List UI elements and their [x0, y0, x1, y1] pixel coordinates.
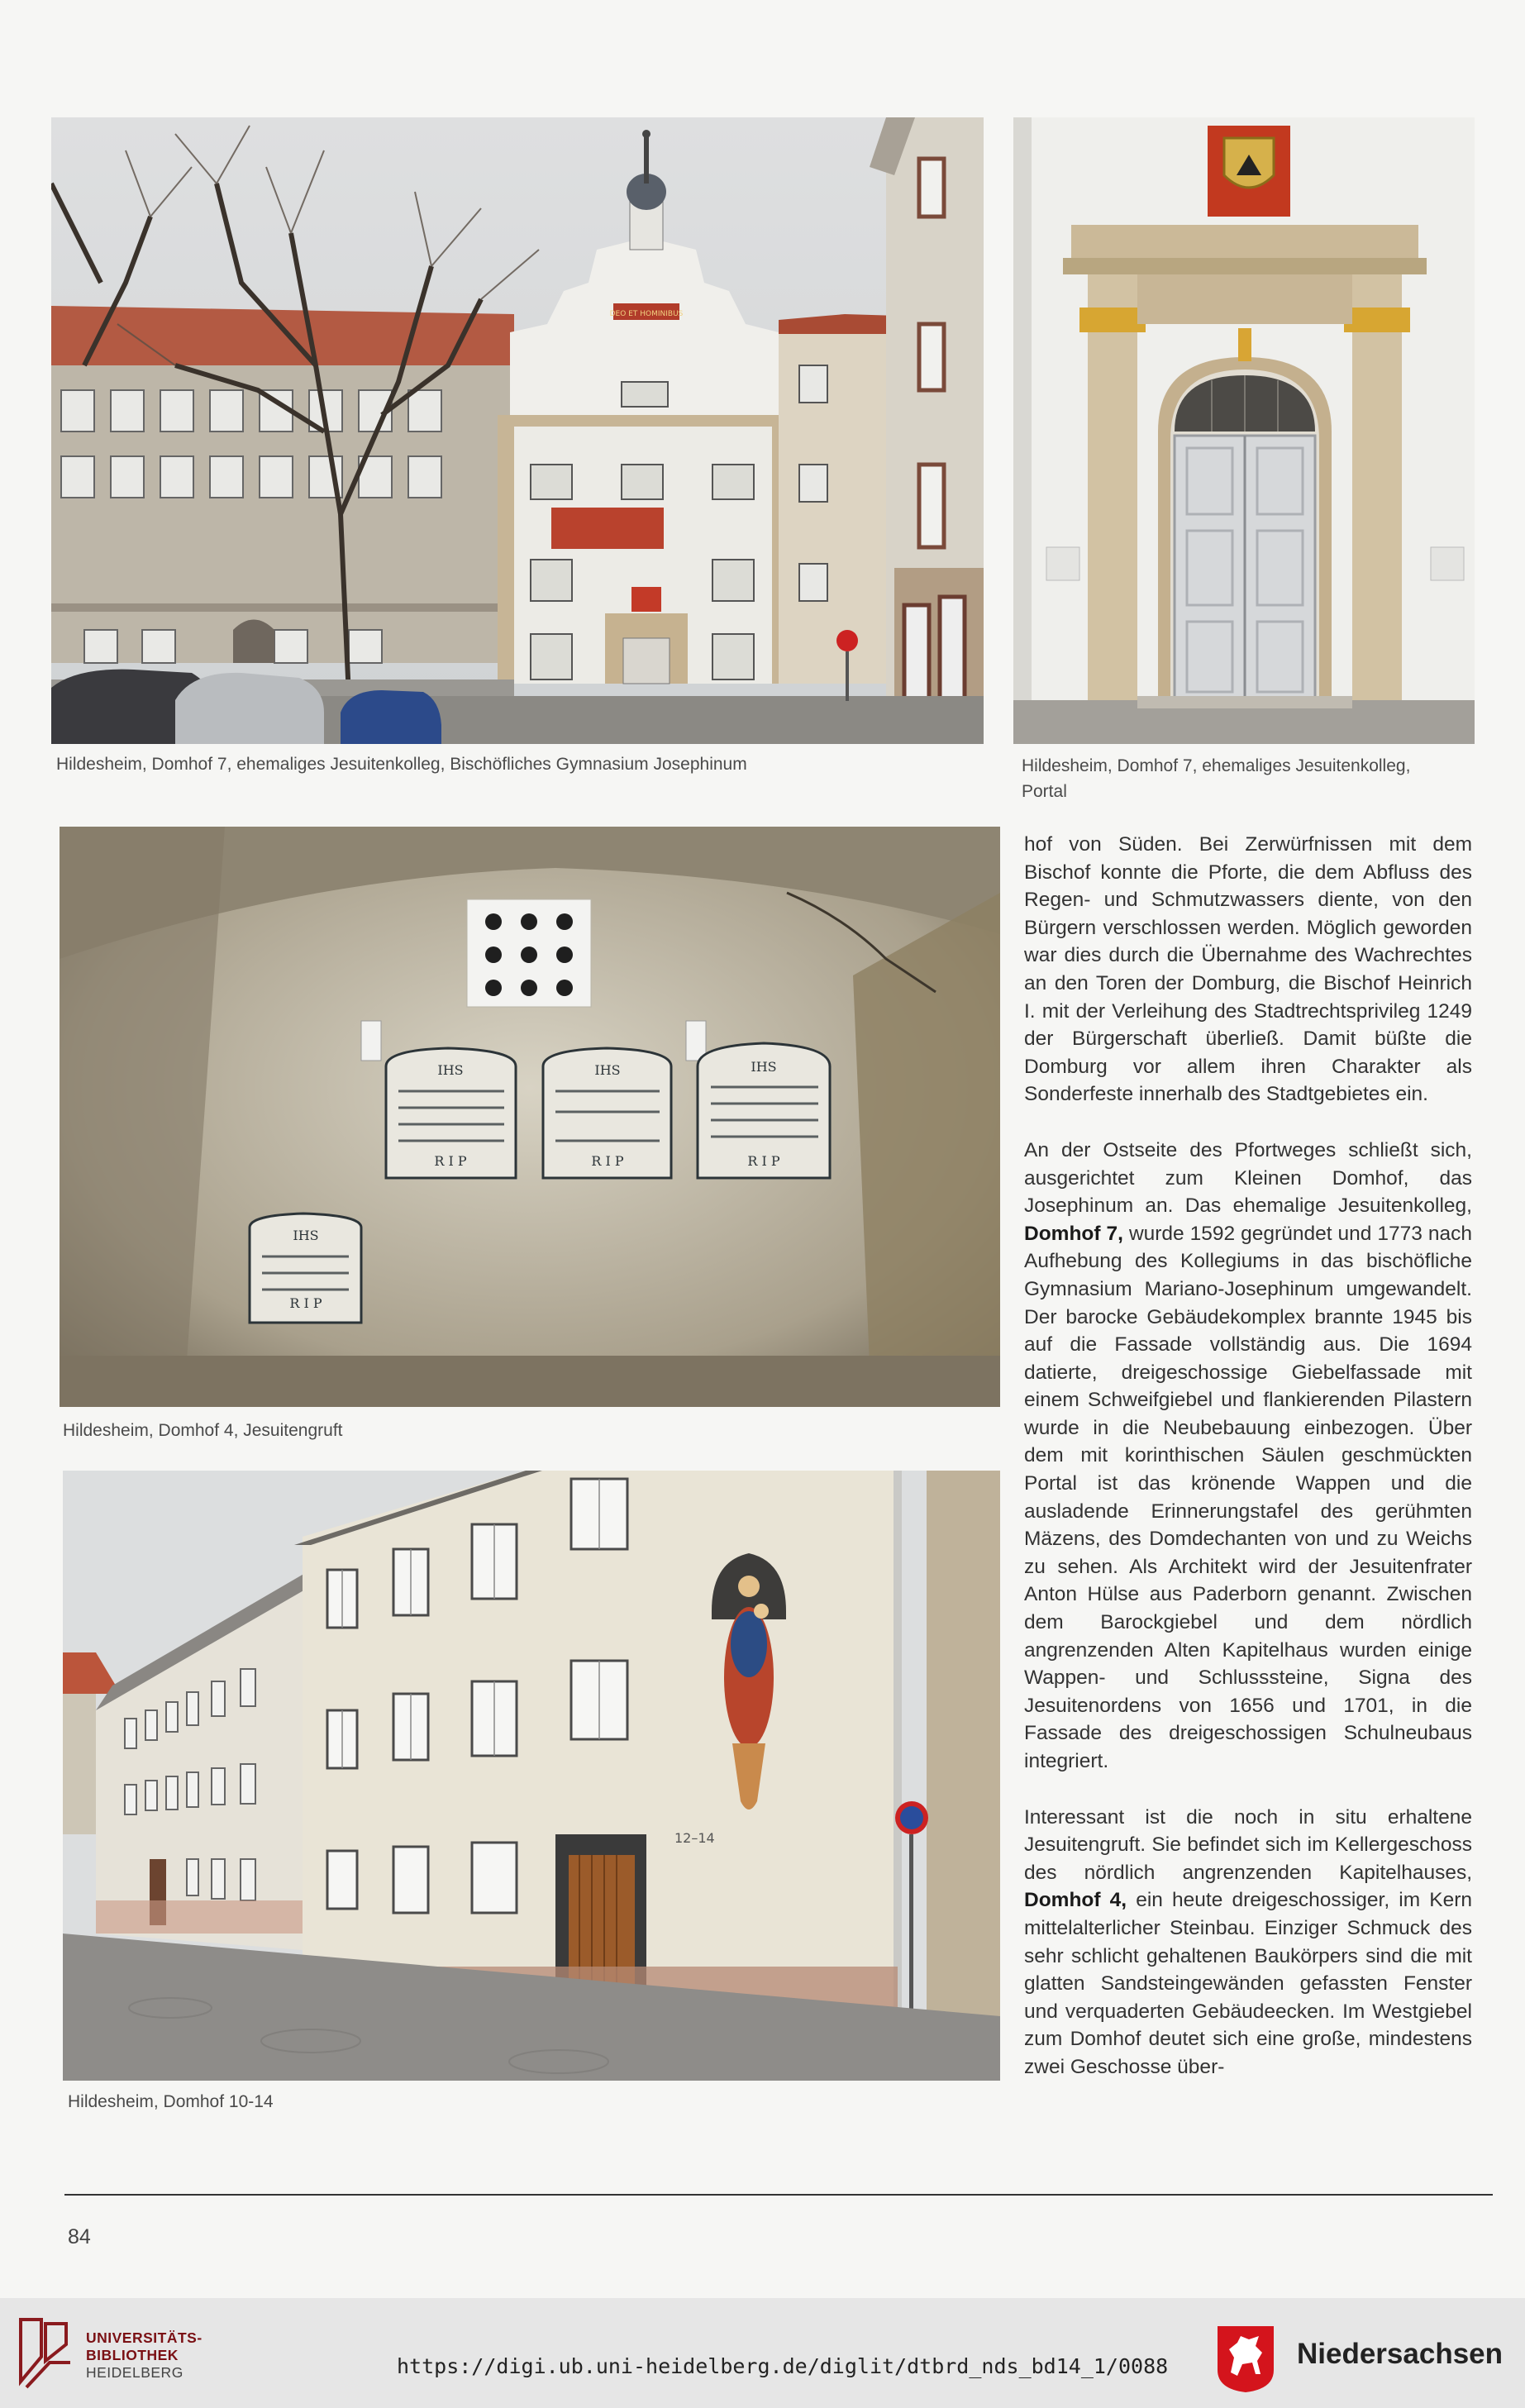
photo-josephinum-facade — [51, 117, 984, 744]
paragraph-jesuitengruft-rest: ein heute dreigeschossiger, im Kern mittelalterlicher Steinbau. Einziger Schmuck des sehr schlicht gehaltenen Baukörpers sind die mit glatten Sandsteingewänden gefassten Fenster und verquaderten Gebäudeecken. Im Westgiebel zum Domhof deutet sich eine große, mindestens zwei Geschosse über- — [1024, 1889, 1472, 2078]
paragraph-jesuitengruft-intro: Interessant ist die noch in situ erhaltene Jesuitengruft. Sie befindet sich im Kellergeschoss des nördlich angrenzenden Kapitelhauses, — [1024, 1805, 1472, 1884]
body-text-column — [1024, 831, 1472, 2109]
digitization-footer — [0, 2298, 1525, 2408]
plaque-4-rip: R I P — [289, 1295, 322, 1311]
library-name-line2: BIBLIOTHEK — [86, 2347, 179, 2363]
paragraph-josephinum-intro: An der Ostseite des Pfortweges schließt sich, ausgerichtet zum Kleinen Domhof, das Josephinum an. Das ehemalige Jesuitenkolleg, — [1024, 1138, 1472, 1218]
paragraph-josephinum-rest: wurde 1592 gegründet und 1773 nach Aufhebung des Kollegiums in das bischöfliche Gymnasium Mariano-Josephinum umgewandelt. Der barocke Gebäudekomplex brannte 1945 bis auf die Fassade vollständig aus. Die 1694 datierte, dreigeschossige Giebelfassade mit einem Schweifgiebel und flankierenden Pilastern wurde in die Neubebauung einbezogen. Über dem mit korinthischen Säulen geschmückten Portal ist das krönende Wappen und die ausladende Erinnerungstafel des gerühmten Mäzens, des Domdechanten von und zu Weichs zu sehen. Als Architekt wird der Jesuitenfrater Anton Hülse aus Paderborn genannt. Zwischen dem Barockgiebel und dem nördlich angrenzenden Alten Kapitelhaus wurden einige Wappen- und Schlusssteine, Signa des Jesuitenordens von 1656 und 1701, in die Fassade des dreigeschossigen Schulneubaus integriert. — [1024, 1222, 1472, 1772]
plaque-4-ihs: IHS — [293, 1228, 319, 1243]
plaque-1-rip: R I P — [434, 1153, 467, 1169]
niedersachsen-horse-icon — [1216, 2325, 1275, 2394]
ub-heidelberg-logo-icon[interactable] — [17, 2311, 74, 2394]
paragraph-josephinum — [1024, 1137, 1472, 1776]
address-domhof-4: Domhof 4, — [1024, 1889, 1127, 1912]
state-name: Niedersachsen — [1297, 2338, 1504, 2370]
page-number: 84 — [68, 2225, 91, 2248]
footer-rule — [64, 2194, 1493, 2196]
caption-portal-line1: Hildesheim, Domhof 7, ehemaliges Jesuitenkolleg, — [1022, 756, 1411, 775]
pediment-band-text: DEO ET HOMINIBUS — [609, 310, 684, 318]
plaque-3-rip: R I P — [747, 1153, 780, 1169]
plaque-2-ihs: IHS — [594, 1062, 621, 1078]
photo-portal — [1013, 117, 1475, 744]
caption-portal-line2: Portal — [1022, 782, 1067, 801]
digital-copy-url[interactable]: https://digi.ub.uni-heidelberg.de/diglit/dtbrd_nds_bd14_1/0088 — [397, 2354, 1169, 2378]
library-name-line1: UNIVERSITÄTS- — [86, 2329, 203, 2346]
photo-domhof-10-14 — [63, 1471, 1000, 2081]
caption-photo-portal — [1022, 753, 1484, 804]
paragraph-pfortweg: hof von Süden. Bei Zerwürfnissen mit dem Bischof konnte die Pforte, die dem Abfluss des Regen- und Schmutzwassers diente, von den Bürgern verschlossen werden. Möglich geworden war dies durch die Übernahme des Wachrechtes an den Toren der Domburg, die Bischof Heinrich I. mit der Verleihung des Stadtrechtsprivileg 1249 der Bürgerschaft überließ. Damit büßte die Domburg vor allem ihren Charakter als Sonderfeste innerhalb des Stadtgebietes ein. — [1024, 833, 1472, 1106]
plaque-2-rip: R I P — [591, 1153, 624, 1169]
caption-photo-domhof-10-14: Hildesheim, Domhof 10-14 — [68, 2092, 274, 2111]
plaque-3-ihs: IHS — [751, 1059, 777, 1075]
caption-photo-jesuitengruft: Hildesheim, Domhof 4, Jesuitengruft — [63, 1421, 343, 1440]
paragraph-jesuitengruft — [1024, 1804, 1472, 2081]
photo-jesuitengruft — [60, 827, 1000, 1407]
address-domhof-7: Domhof 7, — [1024, 1222, 1123, 1245]
library-name-line3: HEIDELBERG — [86, 2364, 183, 2381]
caption-photo-josephinum: Hildesheim, Domhof 7, ehemaliges Jesuitenkolleg, Bischöfliches Gymnasium Josephinum — [56, 755, 747, 774]
plaque-1-ihs: IHS — [437, 1062, 464, 1078]
library-name — [86, 2329, 203, 2382]
house-number-text: 12–14 — [674, 1830, 715, 1846]
